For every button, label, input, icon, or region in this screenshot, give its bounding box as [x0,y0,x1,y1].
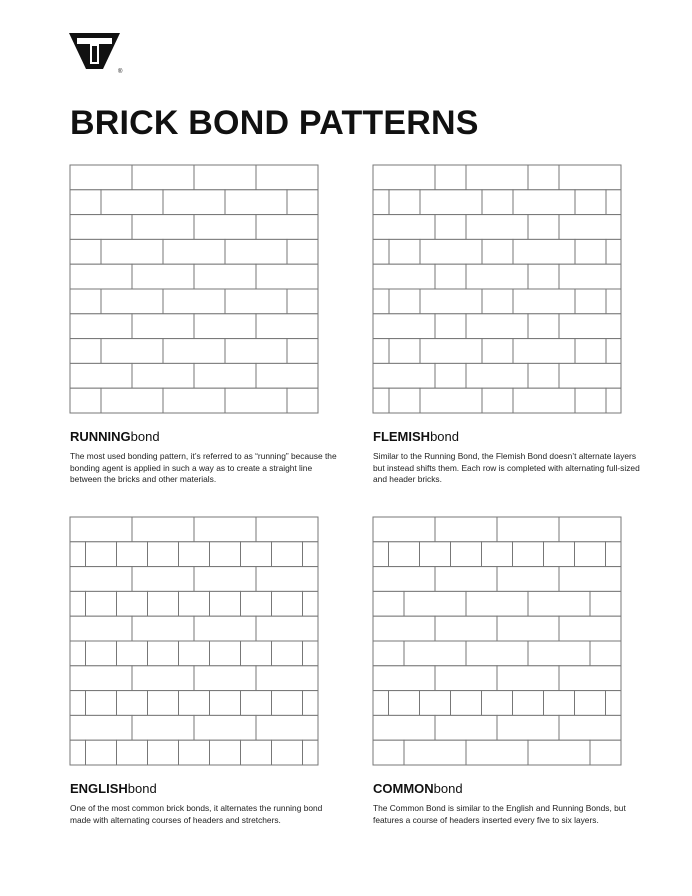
brick [70,363,132,388]
brick [435,666,497,691]
brick [132,314,194,339]
brick [544,691,575,716]
brick [256,517,318,542]
pattern-description: The Common Bond is similar to the English and Running Bonds, but features a course of headers inserted every five to six layers. [373,803,626,825]
brick [194,517,256,542]
brick [241,542,272,567]
brick [373,641,404,666]
brick [241,641,272,666]
brick [132,666,194,691]
brick [148,542,179,567]
brick [482,542,513,567]
brick [194,363,256,388]
brick [287,289,318,314]
brick [482,339,513,364]
brick [179,691,210,716]
brick [210,542,241,567]
brick [482,190,513,215]
brick [86,740,117,765]
brick [420,339,482,364]
flemish-bond-diagram [373,165,621,413]
brick [451,691,482,716]
brick [389,190,420,215]
brick [389,339,420,364]
brick [590,591,621,616]
brick [528,215,559,240]
brick [575,542,606,567]
brick [101,190,163,215]
brick [590,641,621,666]
brick [373,542,389,567]
brick [70,567,132,592]
brick [256,264,318,289]
brick [86,691,117,716]
brick [70,289,101,314]
brick [70,517,132,542]
brick [210,641,241,666]
brick [373,215,435,240]
brick [70,314,132,339]
brick [210,740,241,765]
brick [466,314,528,339]
brick [225,190,287,215]
brick [559,314,621,339]
registered-mark: ® [118,69,123,75]
brick [101,388,163,413]
pattern-heading [70,781,318,797]
brick [163,388,225,413]
page-title: BRICK BOND PATTERNS [70,104,479,142]
brick [303,641,319,666]
brick [287,239,318,264]
brick [194,616,256,641]
brick [179,591,210,616]
brick [389,388,420,413]
brick [420,239,482,264]
brick [86,542,117,567]
pattern-description: One of the most common brick bonds, it alternates the running bond made with alternating courses of headers and stretchers. [70,803,323,825]
brick [528,591,590,616]
brick [241,591,272,616]
brick [373,165,435,190]
brick [86,641,117,666]
brick [559,666,621,691]
brick [70,542,86,567]
brick [606,239,621,264]
brick [420,691,451,716]
brick [435,165,466,190]
brick [420,388,482,413]
pattern-name-light: bond [430,429,459,444]
brick [466,740,528,765]
brick [528,165,559,190]
brick [303,591,319,616]
english-bond-diagram [70,517,318,765]
brick [559,715,621,740]
brick [148,691,179,716]
brick [117,691,148,716]
brick [70,215,132,240]
brick [482,691,513,716]
pattern-name-light: bond [433,781,463,796]
brick [435,264,466,289]
brick [70,239,101,264]
brick [194,567,256,592]
brick [575,388,606,413]
brick [148,641,179,666]
pattern-name-strong: ENGLISH [70,781,128,796]
brick [513,239,575,264]
brick [373,264,435,289]
brick [303,542,319,567]
brick [513,542,544,567]
brick [435,314,466,339]
brick [606,289,621,314]
pattern-description: The most used bonding pattern, it’s referred to as “running” because the bonding agent is applied in such a way as to create a straight line between the bricks and other materials. [70,451,337,484]
brick [225,388,287,413]
brick [225,239,287,264]
brick [435,363,466,388]
brick [272,542,303,567]
brick [70,388,101,413]
brick [117,641,148,666]
brick [70,264,132,289]
brick [70,591,86,616]
brick [559,363,621,388]
brick [513,339,575,364]
brick [132,517,194,542]
brick [287,388,318,413]
brick [256,314,318,339]
brick [528,641,590,666]
brick [513,289,575,314]
brick [420,190,482,215]
brick [86,591,117,616]
brick [210,591,241,616]
brick [194,314,256,339]
brick [466,641,528,666]
brick [575,339,606,364]
brick [575,289,606,314]
brick [559,567,621,592]
brick [272,591,303,616]
brick [163,190,225,215]
brick [101,339,163,364]
brick [241,740,272,765]
brick [256,666,318,691]
brick [420,289,482,314]
pattern-name-light: bond [127,781,157,796]
brick [373,339,389,364]
brick [559,165,621,190]
brick [513,190,575,215]
brick [559,215,621,240]
brick [132,264,194,289]
brick [272,691,303,716]
brick [497,666,559,691]
running-bond-diagram [70,165,318,413]
common-bond-diagram [373,517,621,765]
pattern-heading [373,429,621,445]
brick [373,517,435,542]
brick [163,339,225,364]
pattern-name-light: bond [130,429,160,444]
pattern-description: Similar to the Running Bond, the Flemish Bond doesn’t alternate layers but instead shifts them. Each row is completed with alternating full-sized and header bricks. [373,451,640,484]
brick [70,190,101,215]
brick [70,339,101,364]
brick [373,363,435,388]
brick [101,289,163,314]
brick [132,215,194,240]
brick [117,542,148,567]
brick [373,740,404,765]
brick [482,289,513,314]
brick [101,239,163,264]
brick [194,264,256,289]
brick [466,165,528,190]
brick [575,190,606,215]
brick [435,616,497,641]
brick [559,517,621,542]
brick [513,691,544,716]
brick [373,616,435,641]
pattern-name-strong: RUNNING [70,429,131,444]
brick [606,691,622,716]
brick [132,715,194,740]
brick [132,363,194,388]
brick [148,740,179,765]
brick [435,715,497,740]
brick [513,388,575,413]
brick [466,363,528,388]
brick [606,190,621,215]
brick [482,239,513,264]
brick [389,542,420,567]
pattern-heading [373,781,621,797]
brick [117,740,148,765]
brick [256,215,318,240]
pattern-heading [70,429,318,445]
brick [466,264,528,289]
brick [389,691,420,716]
brick [163,239,225,264]
pattern-english [70,517,323,826]
brick [194,715,256,740]
brick [575,691,606,716]
brick [225,289,287,314]
brick [194,215,256,240]
brick [70,616,132,641]
brick [373,715,435,740]
brick [241,691,272,716]
brick [528,740,590,765]
brick [70,740,86,765]
brick [70,165,132,190]
brick [528,264,559,289]
brick [287,190,318,215]
brick [404,591,466,616]
brick [606,339,621,364]
brick [256,715,318,740]
brick [373,314,435,339]
brick [435,215,466,240]
brick [466,591,528,616]
brick [451,542,482,567]
brick [575,239,606,264]
brick [420,542,451,567]
pattern-common [373,517,626,826]
brick [179,641,210,666]
brick [435,567,497,592]
brick [256,567,318,592]
brick [404,641,466,666]
brick [70,666,132,691]
brick [544,542,575,567]
brick [132,616,194,641]
brick [303,691,319,716]
brick [373,388,389,413]
brick [373,190,389,215]
brick [373,591,404,616]
brick [528,363,559,388]
brick [606,542,622,567]
pattern-name-strong: COMMON [373,781,434,796]
brick [590,740,621,765]
brick [210,691,241,716]
brick [497,715,559,740]
brick [256,363,318,388]
brick [482,388,513,413]
brick [194,666,256,691]
brick [303,740,319,765]
brick [373,666,435,691]
brick [528,314,559,339]
brick [117,591,148,616]
brick [606,388,621,413]
brick [179,542,210,567]
brick [373,239,389,264]
brick [70,715,132,740]
brick [559,616,621,641]
brick [70,691,86,716]
brick [287,339,318,364]
brick [132,165,194,190]
brand-logo-icon [69,33,125,75]
brick [163,289,225,314]
pattern-running [70,165,337,486]
brick [272,641,303,666]
brick [256,165,318,190]
brick [179,740,210,765]
brick [389,289,420,314]
brick [389,239,420,264]
brick [497,517,559,542]
brick [373,567,435,592]
pattern-flemish [373,165,640,486]
brick [256,616,318,641]
brick [466,215,528,240]
brick [132,567,194,592]
brick [70,641,86,666]
brick [373,691,389,716]
brick [148,591,179,616]
brick [373,289,389,314]
brick [194,165,256,190]
brick [559,264,621,289]
brick [272,740,303,765]
brick [497,567,559,592]
brick [435,517,497,542]
brick [404,740,466,765]
pattern-name-strong: FLEMISH [373,429,431,444]
brick [225,339,287,364]
brick [497,616,559,641]
